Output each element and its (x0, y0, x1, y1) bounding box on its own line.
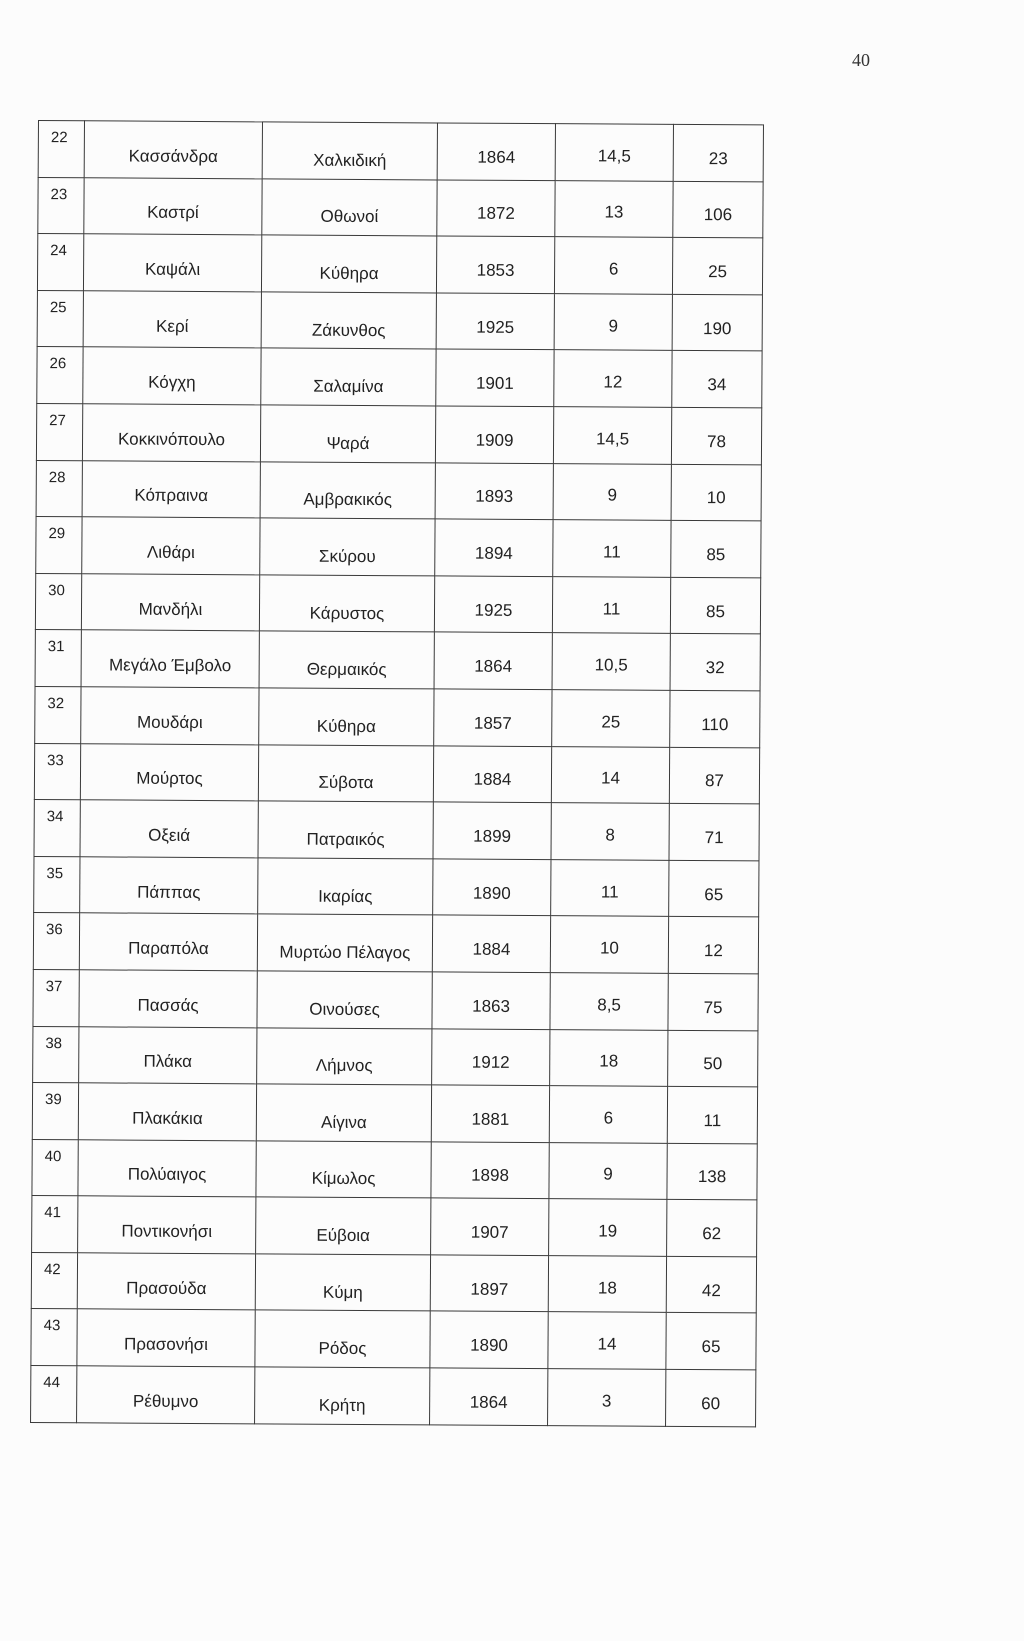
row-number: 40 (32, 1139, 78, 1196)
table-row (38, 177, 763, 238)
year-value: 1925 (436, 293, 554, 350)
range-value: 23 (673, 124, 763, 181)
region-name: Κύμη (255, 1254, 430, 1312)
range-value: 65 (666, 1313, 756, 1370)
height-value: 14,5 (555, 124, 673, 181)
range-value: 42 (666, 1256, 756, 1313)
row-number: 33 (34, 743, 80, 800)
range-value: 60 (666, 1369, 756, 1426)
range-value: 62 (667, 1200, 757, 1257)
region-name: Σκύρου (260, 518, 435, 576)
range-value: 50 (668, 1030, 758, 1087)
range-value: 138 (667, 1143, 757, 1200)
year-value: 1881 (431, 1085, 549, 1142)
lighthouse-name: Ποντικονήσι (78, 1196, 256, 1254)
row-number: 25 (37, 290, 83, 347)
year-value: 1864 (430, 1368, 548, 1425)
lighthouse-name: Πλακάκια (78, 1083, 256, 1141)
region-name: Εύβοια (256, 1197, 431, 1255)
table-row (37, 290, 762, 351)
lighthouse-name: Οξειά (80, 800, 258, 858)
height-value: 10 (550, 916, 668, 973)
region-name: Σύβοτα (258, 744, 433, 802)
height-value: 14 (548, 1312, 666, 1369)
row-number: 24 (37, 234, 83, 291)
year-value: 1857 (434, 689, 552, 746)
lighthouse-name: Πλάκα (79, 1026, 257, 1084)
lighthouse-name: Μούρτος (80, 743, 258, 801)
row-number: 22 (38, 121, 84, 178)
year-value: 1864 (437, 123, 555, 180)
height-value: 25 (552, 690, 670, 747)
lighthouse-name: Λιθάρι (82, 517, 260, 575)
height-value: 11 (552, 576, 670, 633)
year-value: 1898 (431, 1142, 549, 1199)
region-name: Αμβρακικός (260, 461, 435, 519)
table-row (34, 800, 759, 861)
height-value: 12 (554, 350, 672, 407)
year-value: 1912 (432, 1028, 550, 1085)
lighthouse-name: Κοκκινόπουλο (82, 404, 260, 462)
height-value: 3 (548, 1369, 666, 1426)
table-row (31, 1309, 756, 1370)
range-value: 25 (672, 238, 762, 295)
region-name: Αίγινα (256, 1084, 431, 1142)
row-number: 34 (34, 800, 80, 857)
region-name: Οινούσες (257, 971, 432, 1029)
page-number: 40 (852, 50, 870, 70)
height-value: 9 (549, 1142, 667, 1199)
region-name: Λήμνος (257, 1027, 432, 1085)
height-value: 6 (554, 237, 672, 294)
year-value: 1899 (433, 802, 551, 859)
height-value: 9 (553, 463, 671, 520)
lighthouse-table (30, 120, 763, 1427)
height-value: 8,5 (550, 973, 668, 1030)
height-value: 13 (555, 180, 673, 237)
row-number: 28 (36, 460, 82, 517)
year-value: 1909 (435, 406, 553, 463)
height-value: 19 (549, 1199, 667, 1256)
year-value: 1925 (434, 576, 552, 633)
range-value: 32 (670, 634, 760, 691)
region-name: Κύθηρα (259, 688, 434, 746)
table-row (33, 1026, 758, 1087)
lighthouse-name: Παραπόλα (79, 913, 257, 971)
year-value: 1853 (436, 236, 554, 293)
region-name: Κύθηρα (261, 235, 436, 293)
table-row (31, 1366, 756, 1427)
year-value: 1901 (436, 349, 554, 406)
year-value: 1884 (433, 745, 551, 802)
height-value: 11 (551, 859, 669, 916)
region-name: Ρόδος (255, 1310, 430, 1368)
year-value: 1864 (434, 632, 552, 689)
row-number: 39 (32, 1083, 78, 1140)
range-value: 78 (671, 407, 761, 464)
table-row (33, 969, 758, 1030)
row-number: 37 (33, 969, 79, 1026)
data-table (30, 120, 764, 1427)
range-value: 75 (668, 973, 758, 1030)
range-value: 85 (671, 521, 761, 578)
table-row (37, 234, 762, 295)
lighthouse-name: Πασσάς (79, 970, 257, 1028)
table-row (35, 686, 760, 747)
table-body (31, 121, 764, 1427)
range-value: 85 (670, 577, 760, 634)
lighthouse-name: Κόγχη (83, 347, 261, 405)
height-value: 10,5 (552, 633, 670, 690)
height-value: 18 (548, 1256, 666, 1313)
table-row (34, 856, 759, 917)
region-name: Ικαρίας (258, 858, 433, 916)
height-value: 14,5 (553, 407, 671, 464)
range-value: 12 (668, 917, 758, 974)
row-number: 43 (31, 1309, 77, 1366)
region-name: Μυρτώο Πέλαγος (257, 914, 432, 972)
range-value: 190 (672, 294, 762, 351)
region-name: Θερμαικός (259, 631, 434, 689)
year-value: 1897 (430, 1255, 548, 1312)
table-row (34, 743, 759, 804)
height-value: 8 (551, 803, 669, 860)
year-value: 1863 (432, 972, 550, 1029)
lighthouse-name: Κασσάνδρα (84, 121, 262, 179)
row-number: 44 (31, 1366, 77, 1423)
region-name: Κρήτη (255, 1367, 430, 1425)
lighthouse-name: Μανδήλι (81, 574, 259, 632)
row-number: 27 (36, 403, 82, 460)
height-value: 18 (550, 1029, 668, 1086)
table-row (35, 630, 760, 691)
lighthouse-name: Καψάλι (83, 234, 261, 292)
table-row (31, 1252, 756, 1313)
row-number: 32 (35, 686, 81, 743)
year-value: 1893 (435, 462, 553, 519)
row-number: 26 (37, 347, 83, 404)
range-value: 34 (672, 351, 762, 408)
height-value: 14 (551, 746, 669, 803)
lighthouse-name: Πρασούδα (77, 1253, 255, 1311)
lighthouse-name: Πρασονήσι (77, 1309, 255, 1367)
lighthouse-name: Μουδάρι (81, 687, 259, 745)
height-value: 11 (553, 520, 671, 577)
year-value: 1872 (437, 180, 555, 237)
lighthouse-name: Πολύαιγος (78, 1139, 256, 1197)
row-number: 36 (33, 913, 79, 970)
region-name: Ζάκυνθος (261, 292, 436, 350)
row-number: 38 (33, 1026, 79, 1083)
table-row (36, 517, 761, 578)
table-row (35, 573, 760, 634)
lighthouse-name: Ρέθυμνο (77, 1366, 255, 1424)
range-value: 71 (669, 803, 759, 860)
range-value: 106 (673, 181, 763, 238)
table-row (36, 403, 761, 464)
lighthouse-name: Κόπραινα (82, 460, 260, 518)
lighthouse-name: Κερί (83, 291, 261, 349)
row-number: 31 (35, 630, 81, 687)
region-name: Πατραικός (258, 801, 433, 859)
row-number: 41 (32, 1196, 78, 1253)
region-name: Χαλκιδική (262, 122, 437, 180)
lighthouse-name: Μεγάλο Έμβολο (81, 630, 259, 688)
region-name: Κίμωλος (256, 1141, 431, 1199)
height-value: 9 (554, 293, 672, 350)
height-value: 6 (549, 1086, 667, 1143)
row-number: 23 (38, 177, 84, 234)
year-value: 1884 (432, 915, 550, 972)
year-value: 1907 (431, 1198, 549, 1255)
region-name: Ψαρά (260, 405, 435, 463)
row-number: 42 (31, 1252, 77, 1309)
row-number: 30 (35, 573, 81, 630)
table-row (36, 460, 761, 521)
range-value: 87 (669, 747, 759, 804)
lighthouse-name: Πάππας (80, 856, 258, 914)
year-value: 1890 (433, 859, 551, 916)
range-value: 65 (669, 860, 759, 917)
row-number: 29 (36, 517, 82, 574)
region-name: Κάρυστος (259, 575, 434, 633)
range-value: 110 (670, 690, 760, 747)
table-row (38, 121, 763, 182)
table-row (32, 1196, 757, 1257)
year-value: 1890 (430, 1311, 548, 1368)
range-value: 11 (667, 1086, 757, 1143)
table-row (33, 913, 758, 974)
lighthouse-name: Καστρί (84, 177, 262, 235)
range-value: 10 (671, 464, 761, 521)
region-name: Σαλαμίνα (261, 348, 436, 406)
region-name: Οθωνοί (262, 178, 437, 236)
table-row (37, 347, 762, 408)
table-row (32, 1083, 757, 1144)
row-number: 35 (34, 856, 80, 913)
year-value: 1894 (435, 519, 553, 576)
table-row (32, 1139, 757, 1200)
